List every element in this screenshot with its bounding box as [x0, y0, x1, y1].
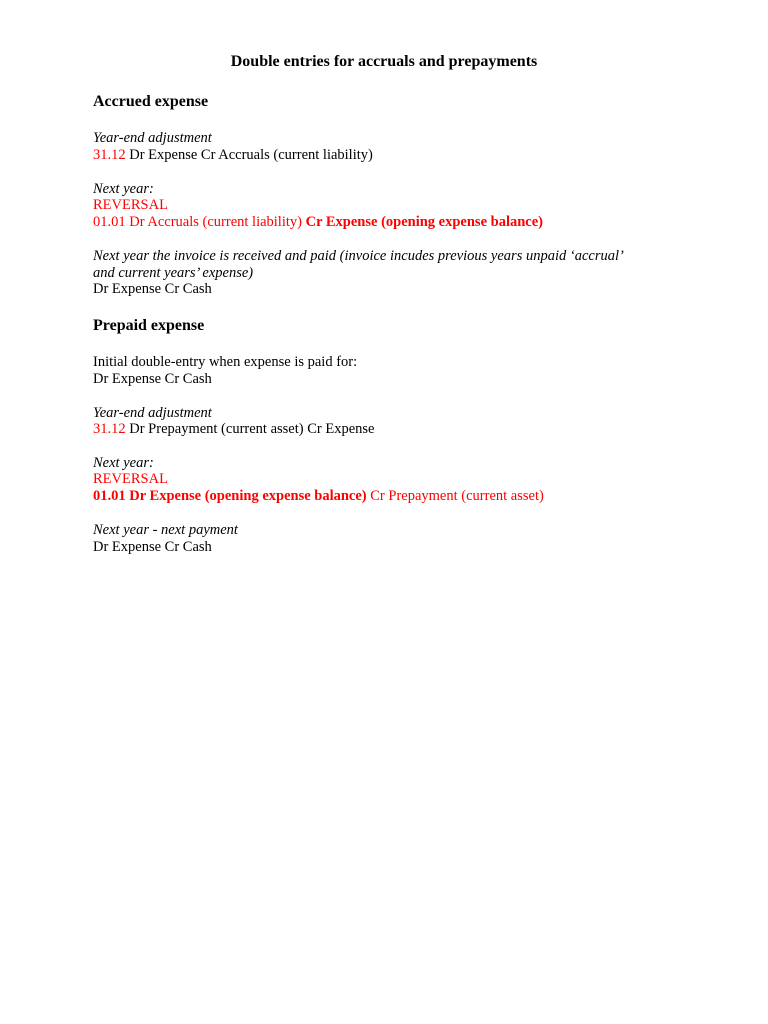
prepaid-year-end-entry-text: Dr Prepayment (current asset) Cr Expense [129, 421, 375, 437]
prepaid-next-payment-label: Next year - next payment [93, 522, 238, 538]
accrued-next-year-label: Next year: [93, 181, 154, 197]
prepaid-next-payment-entry: Dr Expense Cr Cash [93, 539, 212, 555]
prepaid-reversal-entry-bold: 01.01 Dr Expense (opening expense balance) [93, 488, 367, 504]
accrued-invoice-note-line1: Next year the invoice is received and paid (invoice incudes previous years unpaid ‘accrual’ [93, 248, 624, 264]
accrued-year-end-entry [93, 147, 373, 164]
prepaid-initial-entry: Dr Expense Cr Cash [93, 371, 212, 387]
prepaid-year-end-entry [93, 421, 374, 438]
prepaid-year-end-date: 31.12 [93, 421, 126, 437]
prepaid-reversal-entry [93, 488, 544, 505]
prepaid-year-end-label: Year-end adjustment [93, 405, 212, 421]
accrued-reversal-label: REVERSAL [93, 197, 168, 213]
accrued-cash-entry: Dr Expense Cr Cash [93, 281, 212, 297]
accrued-year-end-label: Year-end adjustment [93, 130, 212, 146]
prepaid-expense-heading: Prepaid expense [93, 317, 205, 334]
prepaid-reversal-entry-plain: Cr Prepayment (current asset) [370, 488, 544, 504]
accrued-expense-heading: Accrued expense [93, 93, 209, 110]
accrued-invoice-note-line2: and current years’ expense) [93, 265, 254, 281]
accrued-year-end-entry-text: Dr Expense Cr Accruals (current liability) [129, 147, 373, 163]
prepaid-initial-label: Initial double-entry when expense is paid for: [93, 354, 358, 370]
prepaid-reversal-label: REVERSAL [93, 471, 168, 487]
accrued-reversal-entry [93, 214, 543, 231]
page-title: Double entries for accruals and prepayments [230, 53, 538, 70]
accrued-reversal-entry-plain: 01.01 Dr Accruals (current liability) [93, 214, 302, 230]
accrued-year-end-date: 31.12 [93, 147, 126, 163]
accrued-reversal-entry-bold: Cr Expense (opening expense balance) [305, 214, 543, 230]
prepaid-next-year-label: Next year: [93, 455, 154, 471]
